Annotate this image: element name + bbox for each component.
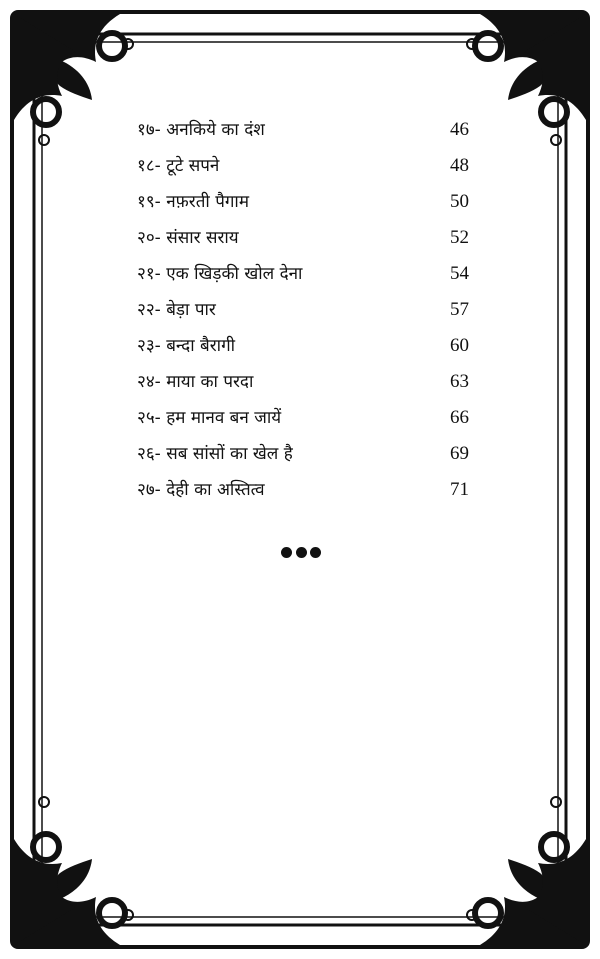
toc-entry-title: २१- एक खिड़की खोल देना	[137, 264, 303, 284]
toc-entry-page-number: 71	[450, 479, 469, 500]
toc-entry	[137, 190, 469, 226]
separator-dot	[310, 547, 321, 558]
separator-dot	[281, 547, 292, 558]
toc-entry-title: २७- देही का अस्तित्व	[137, 480, 265, 500]
toc-entry-title: २६- सब सांसों का खेल है	[137, 444, 293, 464]
toc-entry-title: २५- हम मानव बन जायें	[137, 408, 282, 428]
toc-entry	[137, 118, 469, 154]
toc-entry	[137, 406, 469, 442]
toc-entry-title: १८- टूटे सपने	[137, 156, 220, 176]
corner-scroll-ornament	[14, 14, 125, 125]
toc-entry-title: २०- संसार सराय	[137, 228, 239, 248]
toc-entry	[137, 298, 469, 334]
toc-entry	[137, 478, 469, 514]
toc-entry-page-number: 57	[450, 299, 469, 320]
toc-entry-title: २२- बेड़ा पार	[137, 300, 216, 320]
toc-entry-page-number: 52	[450, 227, 469, 248]
toc-entry-title: १७- अनकिये का दंश	[137, 120, 265, 140]
toc-entry-page-number: 50	[450, 191, 469, 212]
toc-entry-page-number: 54	[450, 263, 469, 284]
toc-entry-page-number: 60	[450, 335, 469, 356]
separator-dot	[296, 547, 307, 558]
toc-entry	[137, 442, 469, 478]
toc-entry-page-number: 63	[450, 371, 469, 392]
toc-entry	[137, 154, 469, 190]
toc-entry-title: १९- नफ़रती पैगाम	[137, 192, 250, 212]
toc-entry-title: २४- माया का परदा	[137, 372, 254, 392]
toc-entry	[137, 370, 469, 406]
toc-entry-title: २३- बन्दा बैरागी	[137, 336, 236, 356]
toc-entry	[137, 334, 469, 370]
toc-entry-page-number: 66	[450, 407, 469, 428]
table-of-contents	[137, 118, 469, 514]
toc-entry	[137, 226, 469, 262]
three-dot-separator	[281, 545, 321, 559]
toc-entry-page-number: 69	[450, 443, 469, 464]
toc-entry-page-number: 46	[450, 119, 469, 140]
toc-entry	[137, 262, 469, 298]
toc-entry-page-number: 48	[450, 155, 469, 176]
